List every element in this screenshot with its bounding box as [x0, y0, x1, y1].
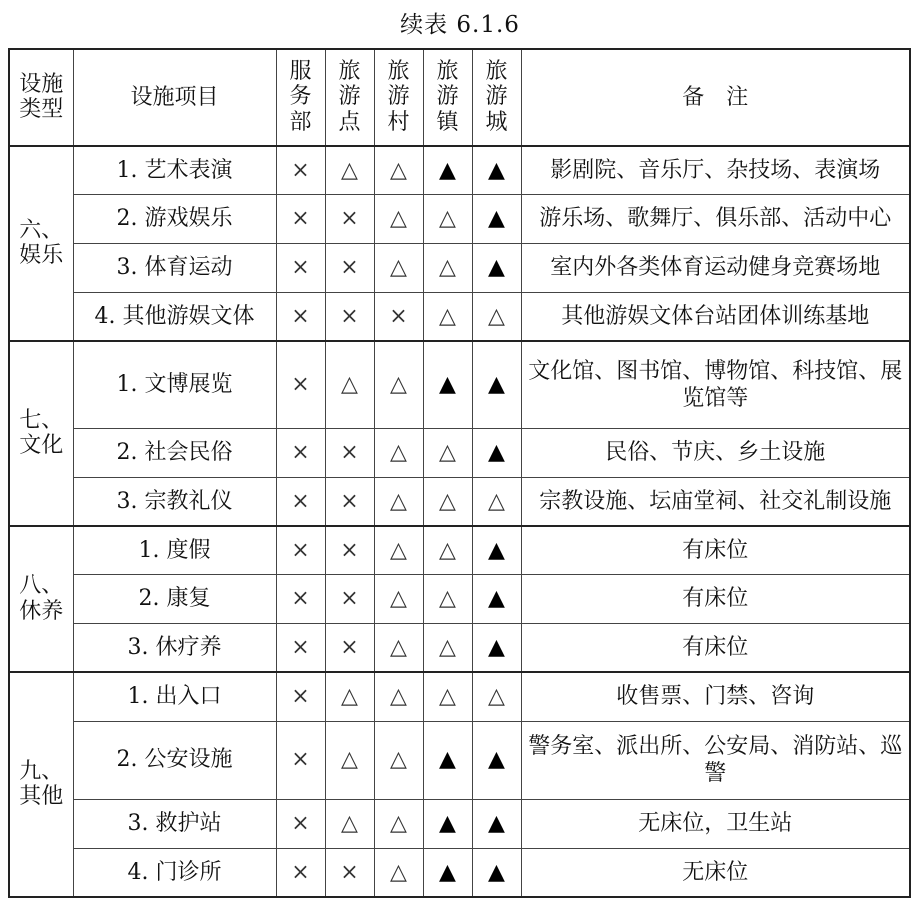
- level-mark-cell: △: [423, 672, 472, 721]
- level-mark-cell: △: [423, 624, 472, 673]
- level-mark-cell: ×: [276, 428, 325, 477]
- level-mark-cell: ×: [276, 244, 325, 293]
- level-mark-cell: △: [374, 428, 423, 477]
- note-cell: 有床位: [521, 575, 910, 624]
- table-row: [9, 244, 910, 293]
- level-mark-cell: △: [374, 146, 423, 195]
- level-mark-cell: ▲: [472, 428, 521, 477]
- level-mark-cell: △: [374, 672, 423, 721]
- level-mark-cell: ×: [276, 526, 325, 575]
- level-mark-cell: ×: [325, 624, 374, 673]
- level-mark-cell: △: [374, 848, 423, 897]
- facility-item-cell: 2. 康复: [73, 575, 276, 624]
- level-mark-cell: △: [374, 244, 423, 293]
- level-mark-cell: △: [374, 477, 423, 526]
- facility-item-cell: 1. 艺术表演: [73, 146, 276, 195]
- header-note: 备 注: [521, 49, 910, 146]
- level-mark-cell: ▲: [472, 244, 521, 293]
- table-row: [9, 721, 910, 799]
- level-mark-cell: ▲: [472, 575, 521, 624]
- facility-type-cell: 六、娱乐: [9, 146, 73, 341]
- note-cell: 影剧院、音乐厅、杂技场、表演场: [521, 146, 910, 195]
- table-row: [9, 624, 910, 673]
- level-mark-cell: △: [374, 195, 423, 244]
- facility-item-cell: 1. 度假: [73, 526, 276, 575]
- level-mark-cell: △: [423, 575, 472, 624]
- table-row: [9, 477, 910, 526]
- header-level-city: 旅游城: [472, 49, 521, 146]
- table-row: [9, 146, 910, 195]
- note-cell: 民俗、节庆、乡土设施: [521, 428, 910, 477]
- note-cell: 无床位，卫生站: [521, 799, 910, 848]
- header-row: [9, 49, 910, 146]
- facility-item-cell: 3. 救护站: [73, 799, 276, 848]
- level-mark-cell: △: [472, 477, 521, 526]
- level-mark-cell: △: [423, 477, 472, 526]
- facility-item-cell: 2. 公安设施: [73, 721, 276, 799]
- level-mark-cell: ×: [325, 292, 374, 341]
- level-mark-cell: ×: [276, 799, 325, 848]
- table-row: [9, 672, 910, 721]
- level-mark-cell: ×: [325, 428, 374, 477]
- note-cell: 室内外各类体育运动健身竞赛场地: [521, 244, 910, 293]
- level-mark-cell: ▲: [472, 195, 521, 244]
- level-mark-cell: △: [423, 292, 472, 341]
- note-cell: 警务室、派出所、公安局、消防站、巡警: [521, 721, 910, 799]
- level-mark-cell: ×: [276, 721, 325, 799]
- level-mark-cell: ▲: [472, 721, 521, 799]
- level-mark-cell: △: [472, 672, 521, 721]
- header-level-village: 旅游村: [374, 49, 423, 146]
- table-row: [9, 848, 910, 897]
- facility-item-cell: 1. 文博展览: [73, 341, 276, 428]
- level-mark-cell: △: [374, 721, 423, 799]
- level-mark-cell: △: [325, 721, 374, 799]
- table-row: [9, 799, 910, 848]
- level-mark-cell: ×: [325, 195, 374, 244]
- level-mark-cell: ×: [276, 341, 325, 428]
- table-row: [9, 341, 910, 428]
- note-cell: 无床位: [521, 848, 910, 897]
- level-mark-cell: △: [374, 799, 423, 848]
- header-level-spot: 旅游点: [325, 49, 374, 146]
- header-facility-item: 设施项目: [73, 49, 276, 146]
- facility-type-cell: 八、休养: [9, 526, 73, 672]
- level-mark-cell: △: [325, 672, 374, 721]
- note-cell: 有床位: [521, 526, 910, 575]
- level-mark-cell: △: [423, 526, 472, 575]
- level-mark-cell: ×: [276, 672, 325, 721]
- level-mark-cell: △: [374, 341, 423, 428]
- level-mark-cell: ×: [325, 244, 374, 293]
- note-cell: 收售票、门禁、咨询: [521, 672, 910, 721]
- header-level-service: 服务部: [276, 49, 325, 146]
- note-cell: 游乐场、歌舞厅、俱乐部、活动中心: [521, 195, 910, 244]
- level-mark-cell: △: [472, 292, 521, 341]
- level-mark-cell: ▲: [423, 848, 472, 897]
- level-mark-cell: ▲: [472, 799, 521, 848]
- level-mark-cell: ×: [374, 292, 423, 341]
- level-mark-cell: ▲: [472, 146, 521, 195]
- level-mark-cell: △: [423, 244, 472, 293]
- level-mark-cell: ×: [276, 292, 325, 341]
- table-row: [9, 428, 910, 477]
- level-mark-cell: ×: [325, 526, 374, 575]
- level-mark-cell: △: [325, 146, 374, 195]
- facility-item-cell: 1. 出入口: [73, 672, 276, 721]
- level-mark-cell: △: [374, 624, 423, 673]
- level-mark-cell: △: [423, 195, 472, 244]
- note-cell: 其他游娱文体台站团体训练基地: [521, 292, 910, 341]
- note-cell: 宗教设施、坛庙堂祠、社交礼制设施: [521, 477, 910, 526]
- level-mark-cell: ▲: [423, 799, 472, 848]
- facility-item-cell: 4. 其他游娱文体: [73, 292, 276, 341]
- level-mark-cell: △: [423, 428, 472, 477]
- level-mark-cell: ×: [276, 624, 325, 673]
- level-mark-cell: ▲: [423, 341, 472, 428]
- level-mark-cell: ×: [276, 848, 325, 897]
- facility-table: [8, 48, 911, 898]
- level-mark-cell: ▲: [423, 721, 472, 799]
- level-mark-cell: ▲: [472, 848, 521, 897]
- level-mark-cell: △: [325, 341, 374, 428]
- level-mark-cell: ▲: [472, 341, 521, 428]
- facility-type-cell: 九、其他: [9, 672, 73, 897]
- facility-item-cell: 3. 体育运动: [73, 244, 276, 293]
- level-mark-cell: ×: [325, 575, 374, 624]
- facility-item-cell: 2. 游戏娱乐: [73, 195, 276, 244]
- note-cell: 有床位: [521, 624, 910, 673]
- level-mark-cell: ×: [276, 195, 325, 244]
- facility-item-cell: 3. 宗教礼仪: [73, 477, 276, 526]
- facility-type-cell: 七、文化: [9, 341, 73, 526]
- facility-item-cell: 2. 社会民俗: [73, 428, 276, 477]
- note-cell: 文化馆、图书馆、博物馆、科技馆、展览馆等: [521, 341, 910, 428]
- facility-item-cell: 3. 休疗养: [73, 624, 276, 673]
- header-facility-type: 设施类型: [9, 49, 73, 146]
- facility-item-cell: 4. 门诊所: [73, 848, 276, 897]
- level-mark-cell: △: [374, 575, 423, 624]
- table-body: [9, 146, 910, 897]
- table-row: [9, 575, 910, 624]
- level-mark-cell: ▲: [472, 624, 521, 673]
- level-mark-cell: ▲: [423, 146, 472, 195]
- table-caption: 续表 6.1.6: [400, 12, 520, 38]
- table-row: [9, 292, 910, 341]
- level-mark-cell: ×: [325, 848, 374, 897]
- level-mark-cell: ×: [276, 575, 325, 624]
- table-row: [9, 195, 910, 244]
- level-mark-cell: ×: [325, 477, 374, 526]
- level-mark-cell: ×: [276, 477, 325, 526]
- table-row: [9, 526, 910, 575]
- level-mark-cell: △: [374, 526, 423, 575]
- level-mark-cell: △: [325, 799, 374, 848]
- level-mark-cell: ×: [276, 146, 325, 195]
- level-mark-cell: ▲: [472, 526, 521, 575]
- header-level-town: 旅游镇: [423, 49, 472, 146]
